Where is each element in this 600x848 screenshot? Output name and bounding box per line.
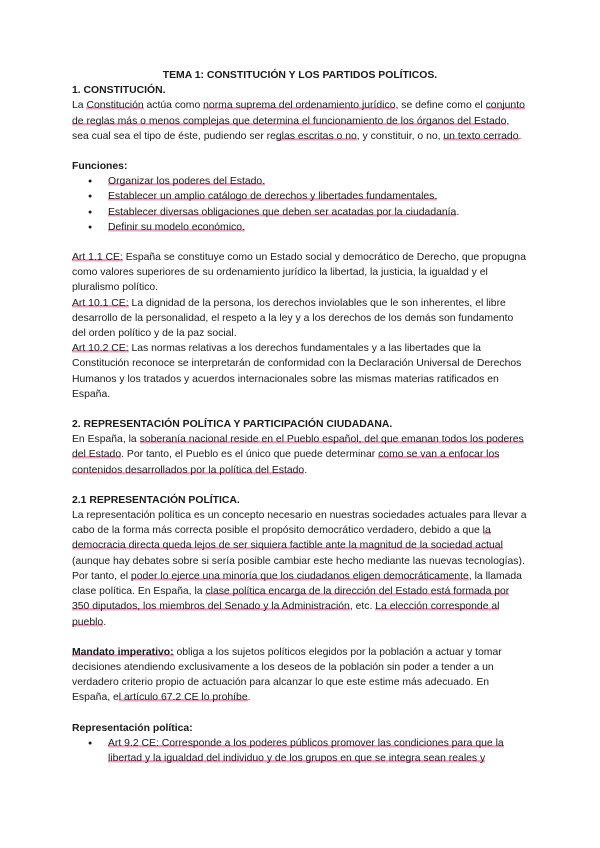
- article-text: Las normas relativas a los derechos fundamentales y a las libertades que la Constitución reconoce se interpretarán de conformidad con la Declaración Universal de Derechos Humanos y los tratados y acuerdos internacionales sobre las mismas materias ratificados en España.: [72, 343, 522, 400]
- text-run: .: [304, 464, 308, 476]
- paragraph-representacion-2: [72, 569, 528, 630]
- spacer: [72, 402, 528, 417]
- document-title: TEMA 1: CONSTITUCIÓN Y LOS PARTIDOS POLÍTICOS.: [162, 70, 438, 81]
- text-run: .: [518, 130, 522, 142]
- text-run: .: [103, 616, 107, 628]
- article-10-2: [72, 341, 528, 402]
- representacion-heading: Representación política:: [72, 722, 193, 734]
- article-1-1: [72, 250, 528, 296]
- text-run: La representación política es un concepto necesario en nuestras sociedades actuales para llevar a cabo de la forma más correcta posible el propósito democrático verdadero, debido a que: [72, 510, 527, 537]
- text-run: , y constituir, o no,: [356, 130, 444, 142]
- spacer: [72, 478, 528, 493]
- section-heading-representacion: 2. REPRESENTACIÓN POLÍTICA Y PARTICIPACIÓN CIUDADANA.: [72, 419, 393, 431]
- section-heading-representacion-politica: 2.1 REPRESENTACIÓN POLÍTICA.: [72, 494, 240, 506]
- text-run: Por tanto, el: [72, 570, 131, 582]
- paragraph-mandato: [72, 645, 528, 706]
- highlight: un texto cerrado: [443, 130, 519, 142]
- highlight: clase política encarga de la dirección del Estado está formada por 350 diputados, los miembros del Senado y la Administración: [72, 586, 510, 613]
- list-item: [108, 205, 528, 220]
- text-run: (aunque hay debates sobre si sería posible cambiar este hecho mediante las nuevas tecnologías).: [72, 555, 525, 567]
- highlight: conjunto de reglas más o menos complejas que determina el funcionamiento de los órganos del Estado: [72, 100, 525, 127]
- representacion-list: [72, 736, 528, 766]
- article-label: Art 10.2 CE:: [72, 343, 129, 355]
- highlight: Establecer diversas obligaciones que deben ser acatadas por la ciudadanía: [108, 206, 457, 218]
- highlight: la democracia directa queda lejos de ser siquiera factible ante la magnitud de la sociedad actual: [72, 525, 503, 552]
- text-run: La: [72, 100, 87, 112]
- highlight: Corresponde a los poderes públicos promover las condiciones para que la libertad y la igualdad del individuo y de los grupos en que se integra sean reales y: [108, 737, 504, 764]
- highlight: Constitución: [86, 100, 144, 112]
- highlight: glas escritas o no: [275, 130, 357, 142]
- text-run: , etc.: [349, 601, 376, 613]
- list-item: [108, 736, 528, 766]
- text-run: actúa como: [143, 100, 204, 112]
- text-run: .: [456, 206, 460, 218]
- highlight: Organizar los poderes del Estado.: [108, 176, 266, 188]
- spacer: [72, 235, 528, 250]
- text-run: En España, la: [72, 434, 140, 446]
- mandato-label: Mandato imperativo:: [72, 646, 174, 658]
- article-label: Art 1.1 CE:: [72, 252, 123, 264]
- highlight: soberanía nacional reside en el Pueblo español, del que emanan todos los poderes del Estado: [72, 434, 524, 461]
- article-text: España se constituye como un Estado social y democrático de Derecho, que propugna como valores superiores de su ordenamiento jurídico la libertad, la justicia, la igualdad y el pluralismo político.: [72, 252, 526, 294]
- paragraph-constitucion: [72, 98, 528, 144]
- section-heading-constitucion: 1. CONSTITUCIÓN.: [72, 85, 166, 97]
- highlight: Establecer un amplio catálogo de derechos y libertades fundamentales.: [108, 191, 438, 203]
- funciones-heading: Funciones:: [72, 161, 128, 173]
- article-10-1: [72, 296, 528, 342]
- highlight: poder lo ejerce una minoría que los ciudadanos eligen democráticamente: [130, 570, 469, 582]
- spacer: [72, 706, 528, 721]
- text-run: , la llamada clase política. En España, la: [72, 570, 522, 598]
- spacer: [72, 630, 528, 645]
- highlight: norma suprema del ordenamiento jurídico: [203, 100, 396, 112]
- highlight: l artículo 67.2 CE lo prohíbe: [118, 692, 248, 704]
- article-label: Art 9.2 CE:: [108, 737, 159, 749]
- list-item: [108, 189, 528, 204]
- document-content: [72, 68, 528, 766]
- text-run: obliga a los sujetos políticos elegidos por la población a actuar y tomar decisiones atendiendo exclusivamente a los deseos de la población sin poder a tender a un verdadero criterio propio de actuación para alcanzar lo que este estime más adecuado. En España, e: [72, 646, 502, 704]
- paragraph-representacion-1: [72, 508, 528, 569]
- highlight: La elección corresponde al pueblo: [72, 601, 500, 628]
- highlight: como se van a enfocar los contenidos desarrollados por la política del Estado: [72, 449, 500, 476]
- text-run: , sea cual sea el tipo de éste, pudiendo ser re: [72, 115, 510, 142]
- spacer: [72, 144, 528, 159]
- text-run: , se define como el: [395, 100, 486, 112]
- list-item: [108, 220, 528, 235]
- funciones-list: [72, 174, 528, 235]
- article-text: La dignidad de la persona, los derechos inviolables que le son inherentes, el libre desarrollo de la personalidad, el respeto a la ley y a los derechos de los demás son fundamento del orden político y de la paz social.: [72, 297, 514, 340]
- article-label: Art 10.1 CE:: [72, 297, 129, 309]
- list-item: [108, 174, 528, 189]
- text-run: .: [247, 692, 251, 704]
- highlight: Definir su modelo económico.: [108, 221, 245, 233]
- paragraph-soberania: [72, 432, 528, 478]
- text-run: . Por tanto, el Pueblo es el único que puede determinar: [121, 449, 379, 461]
